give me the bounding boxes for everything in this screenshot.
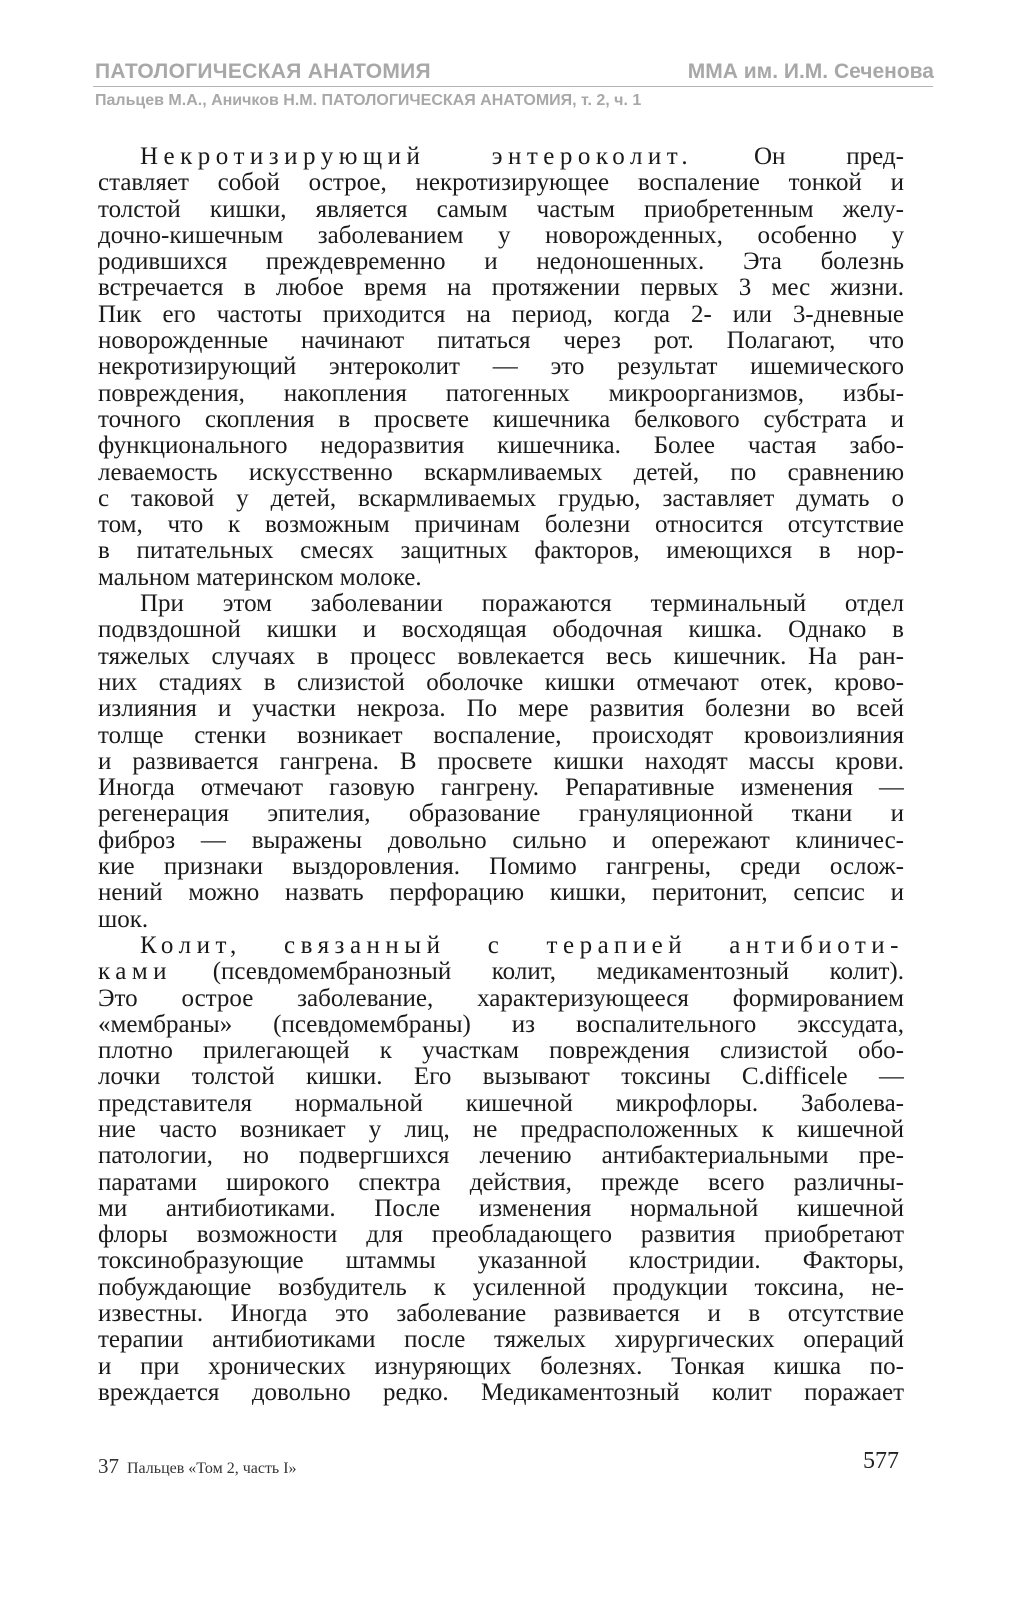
paragraph-2 xyxy=(98,591,904,933)
text-line: повреждения, накопления патогенных микроорганизмов, избы- xyxy=(98,380,904,407)
text-line: флоры возможности для преобладающего развития приобретают xyxy=(98,1222,904,1249)
text-line: нений можно назвать перфорацию кишки, перитонит, сепсис и xyxy=(98,880,904,907)
term-antibiotic-colitis-end: ками xyxy=(98,959,173,986)
text-line: Пик его частоты приходится на период, когда 2- или 3-дневные xyxy=(98,301,904,328)
text-line: дочно-кишечным заболеванием у новорожденных, особенно у xyxy=(98,222,904,249)
text-line: «мембраны» (псевдомембраны) из воспалительного экссудата, xyxy=(98,1011,904,1038)
text-line: шок. xyxy=(98,906,149,933)
text-line: терапии антибиотиками после тяжелых хирургических операций xyxy=(98,1327,904,1354)
text-line: излияния и участки некроза. По мере развития болезни во всей xyxy=(98,696,904,723)
running-header-title: ПАТОЛОГИЧЕСКАЯ АНАТОМИЯ xyxy=(95,60,431,83)
text-line: плотно прилегающей к участкам повреждения слизистой обо- xyxy=(98,1038,904,1065)
text-line: с таковой у детей, вскармливаемых грудью, заставляет думать о xyxy=(98,485,904,512)
text-line: тяжелых случаях в процесс вовлекается весь кишечник. На ран- xyxy=(98,643,904,670)
text-line: токсинобразующие штаммы указанной клостридии. Факторы, xyxy=(98,1248,904,1275)
text-line: фиброз — выражены довольно сильно и опережают клиничес- xyxy=(98,827,904,854)
text-line: лочки толстой кишки. Его вызывают токсины C.difficele — xyxy=(98,1064,904,1091)
text-line: новорожденные начинают питаться через рот. Полагают, что xyxy=(98,328,904,355)
paragraph-3 xyxy=(98,933,904,1406)
running-header-subtitle: Пальцев М.А., Аничков Н.М. ПАТОЛОГИЧЕСКАЯ АНАТОМИЯ, т. 2, ч. 1 xyxy=(95,92,642,109)
text-line: ние часто возникает у лиц, не предрасположенных к кишечной xyxy=(98,1116,904,1143)
text-line: побуждающие возбудитель к усиленной продукции токсина, не- xyxy=(98,1274,904,1301)
text-line: ми антибиотиками. После изменения нормальной кишечной xyxy=(98,1195,904,1222)
text-line: них стадиях в слизистой оболочке кишки отмечают отек, крово- xyxy=(98,669,904,696)
term-antibiotic-colitis: Колит, связанный с терапией антибиоти- xyxy=(140,932,904,959)
text-line: патологии, но подвергшихся лечению антибактериальными пре- xyxy=(98,1143,904,1170)
text-line: вреждается довольно редко. Медикаментозный колит поражает xyxy=(98,1379,904,1406)
text-line: том, что к возможным причинам болезни относится отсутствие xyxy=(98,512,904,539)
text-line: мальном материнском молоке. xyxy=(98,564,422,591)
text-line: известны. Иногда это заболевание развивается и в отсутствие xyxy=(98,1301,904,1328)
text-line: подвздошной кишки и восходящая ободочная кишка. Однако в xyxy=(98,617,904,644)
header-divider xyxy=(93,86,933,87)
paragraph-1-first-line: Некротизирующий энтероколит. Он пред- xyxy=(140,144,904,170)
paragraph-1 xyxy=(98,170,904,591)
term-necrotizing-enterocolitis: Некротизирующий энтероколит. xyxy=(140,144,694,170)
text-line: ставляет собой острое, некротизирующее воспаление тонкой и xyxy=(98,170,904,197)
text-line: толстой кишки, является самым частым приобретенным желу- xyxy=(98,196,904,223)
text-line: При этом заболевании поражаются терминальный отдел xyxy=(140,591,904,618)
running-header-institution: ММА им. И.М. Сеченова xyxy=(687,60,934,83)
text-line: регенерация эпителия, образование грануляционной ткани и xyxy=(98,801,904,828)
signature-mark: 37 Пальцев «Том 2, часть I» xyxy=(98,1454,297,1478)
page-body xyxy=(98,144,904,1406)
text-line: функционального недоразвития кишечника. Более частая забо- xyxy=(98,433,904,460)
text-line: и при хронических изнуряющих болезнях. Тонкая кишка по- xyxy=(98,1353,904,1380)
text-line: паратами широкого спектра действия, прежде всего различны- xyxy=(98,1169,904,1196)
text-line: представителя нормальной кишечной микрофлоры. Заболева- xyxy=(98,1090,904,1117)
text-line: кие признаки выздоровления. Помимо гангрены, среди ослож- xyxy=(98,854,904,881)
text-line: ками (псевдомембранозный колит, медикаментозный колит). xyxy=(98,959,904,986)
text-line: и развивается гангрена. В просвете кишки находят массы крови. xyxy=(98,748,904,775)
page-number: 577 xyxy=(863,1448,899,1474)
text-line: толще стенки возникает воспаление, происходят кровоизлияния xyxy=(98,722,904,749)
text-line: Иногда отмечают газовую гангрену. Репаративные изменения — xyxy=(98,775,904,802)
text-line: Это острое заболевание, характеризующееся формированием xyxy=(98,985,904,1012)
text-line: некротизирующий энтероколит — это результат ишемического xyxy=(98,354,904,381)
text-line: родившихся преждевременно и недоношенных. Эта болезнь xyxy=(98,249,904,276)
text-line: леваемость искусственно вскармливаемых детей, по сравнению xyxy=(98,459,904,486)
text-line: в питательных смесях защитных факторов, имеющихся в нор- xyxy=(98,538,904,565)
text-line: точного скопления в просвете кишечника белкового субстрата и xyxy=(98,406,904,433)
text-line: встречается в любое время на протяжении первых 3 мес жизни. xyxy=(98,275,904,302)
